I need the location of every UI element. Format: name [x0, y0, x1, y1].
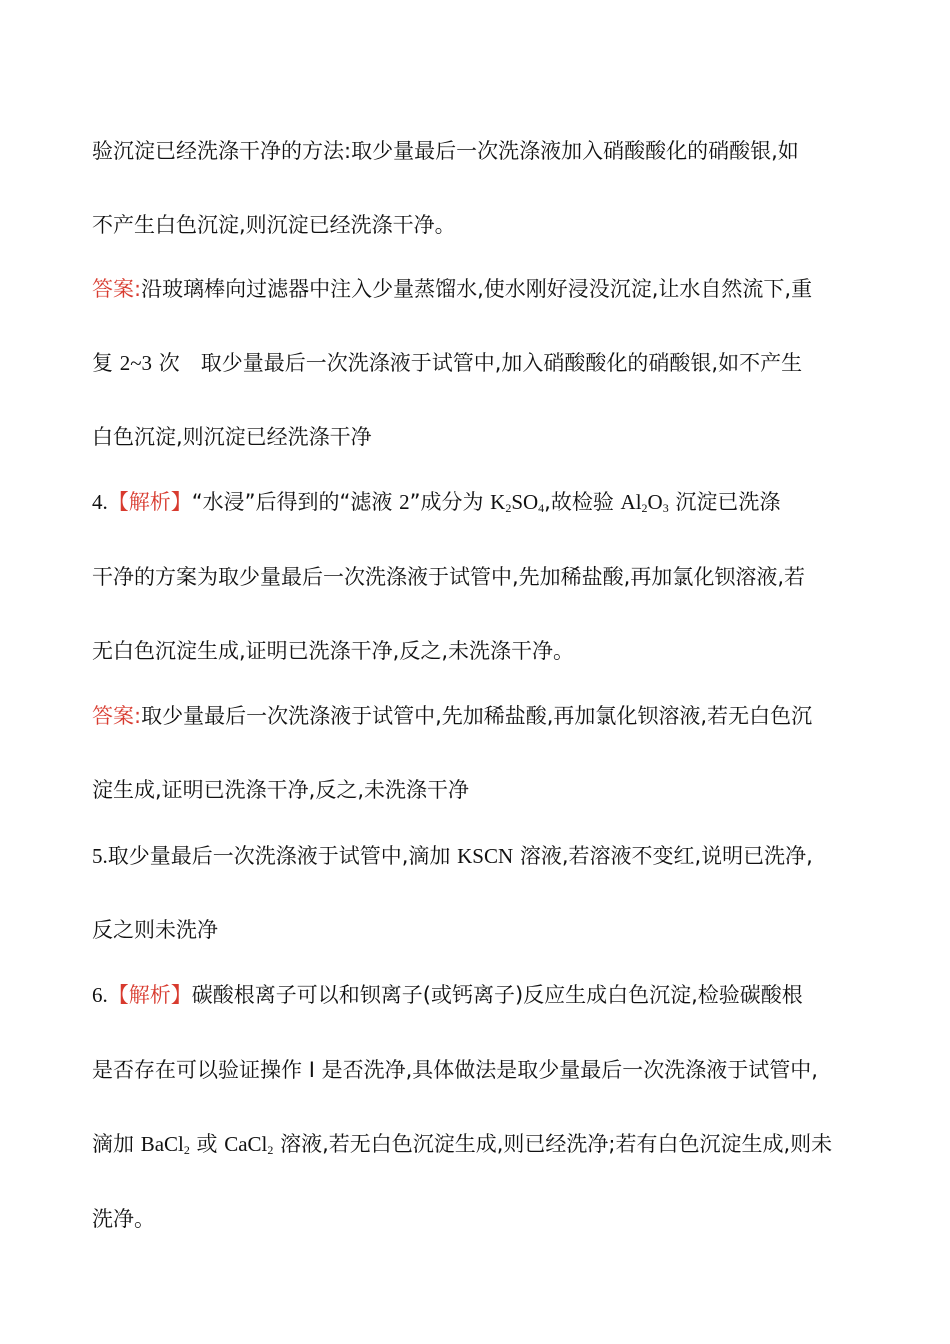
answer-label: 答案: — [92, 704, 142, 728]
text-line: 白色沉淀,则沉淀已经洗涤干净 — [92, 425, 372, 449]
formula-bacl2: BaCl$_2$ — [140, 1132, 190, 1157]
text-line: 无白色沉淀生成,证明已洗涤干净,反之,未洗涤干净。 — [92, 639, 575, 663]
formula-k2so4: $K_2SO_4$ — [490, 490, 545, 515]
text-line: 不产生白色沉淀,则沉淀已经洗涤干净。 — [92, 213, 456, 237]
question-4-line: 4.【解析】“水浸”后得到的“滤液 2”成分为 $K_2SO_4$,故检验 $Al_2O_3$ 沉淀已洗涤 — [92, 490, 781, 515]
text-line: 验沉淀已经洗涤干净的方法:取少量最后一次洗涤液加入硝酸酸化的硝酸银,如 — [92, 139, 799, 163]
question-5-line: 5.取少量最后一次洗涤液于试管中,滴加 KSCN 溶液,若溶液不变红,说明已洗净, — [92, 844, 813, 868]
text-line: 是否存在可以验证操作 Ⅰ 是否洗净,具体做法是取少量最后一次洗涤液于试管中, — [92, 1058, 818, 1082]
text-line: 干净的方案为取少量最后一次洗涤液于试管中,先加稀盐酸,再加氯化钡溶液,若 — [92, 565, 806, 589]
text-line: 淀生成,证明已洗涤干净,反之,未洗涤干净 — [92, 778, 470, 802]
answer-label: 答案: — [92, 277, 142, 301]
answer-line: 答案:取少量最后一次洗涤液于试管中,先加稀盐酸,再加氯化钡溶液,若无白色沉 — [92, 704, 813, 728]
analysis-tag: 【解析】 — [107, 983, 192, 1007]
text-line: 反之则未洗净 — [92, 918, 218, 942]
formula-cacl2: CaCl$_2$ — [224, 1132, 274, 1157]
text-line: 复 2~3 次 取少量最后一次洗涤液于试管中,加入硝酸酸化的硝酸银,如不产生 — [92, 351, 803, 375]
answer-line: 答案:沿玻璃棒向过滤器中注入少量蒸馏水,使水刚好浸没沉淀,让水自然流下,重 — [92, 277, 813, 301]
formula-al2o3: $Al_2O_3$ — [620, 490, 669, 515]
text-line: 洗净。 — [92, 1207, 155, 1231]
analysis-tag: 【解析】 — [107, 490, 192, 514]
question-6-line: 6.【解析】碳酸根离子可以和钡离子(或钙离子)反应生成白色沉淀,检验碳酸根 — [92, 983, 803, 1007]
text-line: 滴加 BaCl$_2$ 或 CaCl$_2$ 溶液,若无白色沉淀生成,则已经洗净;若有白色沉淀生成,则未 — [92, 1132, 833, 1157]
